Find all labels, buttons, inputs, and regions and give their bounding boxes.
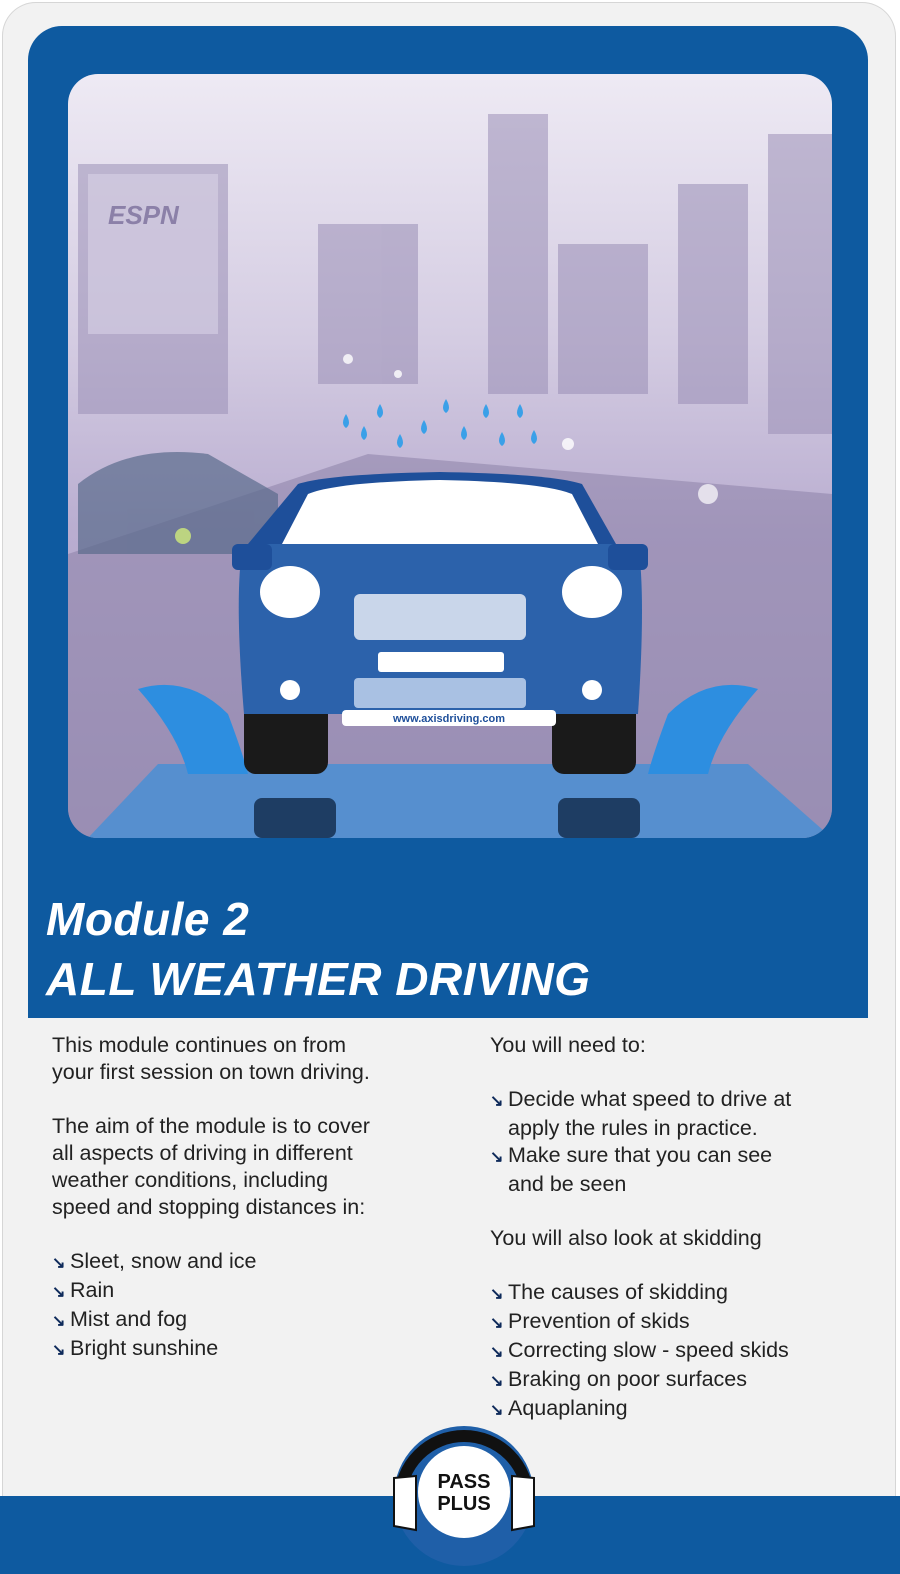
logo-text-line2: PLUS [437, 1493, 491, 1515]
rainy-road-photo [68, 74, 832, 838]
list-item: ↘ Braking on poor surfaces [490, 1366, 870, 1395]
arrow-down-right-icon: ↘ [52, 1342, 66, 1359]
list-item: ↘ Prevention of skids [490, 1308, 870, 1337]
module-number: Module 2 [46, 893, 250, 945]
list-item: ↘ Decide what speed to drive at [490, 1086, 870, 1115]
aim-line: speed and stopping distances in: [52, 1195, 366, 1219]
arrow-down-right-icon: ↘ [490, 1286, 504, 1303]
arrow-down-right-icon: ↘ [490, 1373, 504, 1390]
list-item-continuation: and be seen [508, 1172, 627, 1196]
pass-plus-logo [386, 1418, 542, 1568]
arrow-down-right-icon: ↘ [490, 1402, 504, 1419]
module-card [2, 2, 896, 1570]
module-title: ALL WEATHER DRIVING [46, 953, 591, 1005]
arrow-down-right-icon: ↘ [490, 1315, 504, 1332]
list-item: ↘ Mist and fog [52, 1306, 452, 1335]
list-item: ↘ Correcting slow - speed skids [490, 1337, 870, 1366]
skid-heading: You will also look at skidding [490, 1226, 762, 1250]
right-column [490, 1032, 870, 1424]
aim-line: The aim of the module is to cover [52, 1114, 370, 1138]
arrow-down-right-icon: ↘ [52, 1284, 66, 1301]
billboard-text: ESPN [108, 200, 179, 230]
left-column [52, 1032, 452, 1364]
list-item: ↘ Sleet, snow and ice [52, 1248, 452, 1277]
arrow-down-right-icon: ↘ [490, 1149, 504, 1166]
arrow-down-right-icon: ↘ [490, 1344, 504, 1361]
arrow-down-right-icon: ↘ [52, 1313, 66, 1330]
list-item: ↘ The causes of skidding [490, 1279, 870, 1308]
list-item: ↘ Aquaplaning [490, 1395, 870, 1424]
list-item-continuation: apply the rules in practice. [508, 1116, 758, 1140]
logo-text-line1: PASS [437, 1471, 491, 1493]
aim-line: all aspects of driving in different [52, 1141, 353, 1165]
list-item: ↘ Make sure that you can see [490, 1142, 870, 1171]
arrow-down-right-icon: ↘ [490, 1093, 504, 1110]
aim-line: weather conditions, including [52, 1168, 329, 1192]
car-plate-text: www.axisdriving.com [392, 713, 506, 725]
intro-line: This module continues on from [52, 1033, 346, 1057]
list-item: ↘ Bright sunshine [52, 1335, 452, 1364]
intro-line: your first session on town driving. [52, 1060, 370, 1084]
arrow-down-right-icon: ↘ [52, 1255, 66, 1272]
car-illustration [68, 74, 832, 838]
list-item: ↘ Rain [52, 1277, 452, 1306]
need-heading: You will need to: [490, 1033, 646, 1057]
